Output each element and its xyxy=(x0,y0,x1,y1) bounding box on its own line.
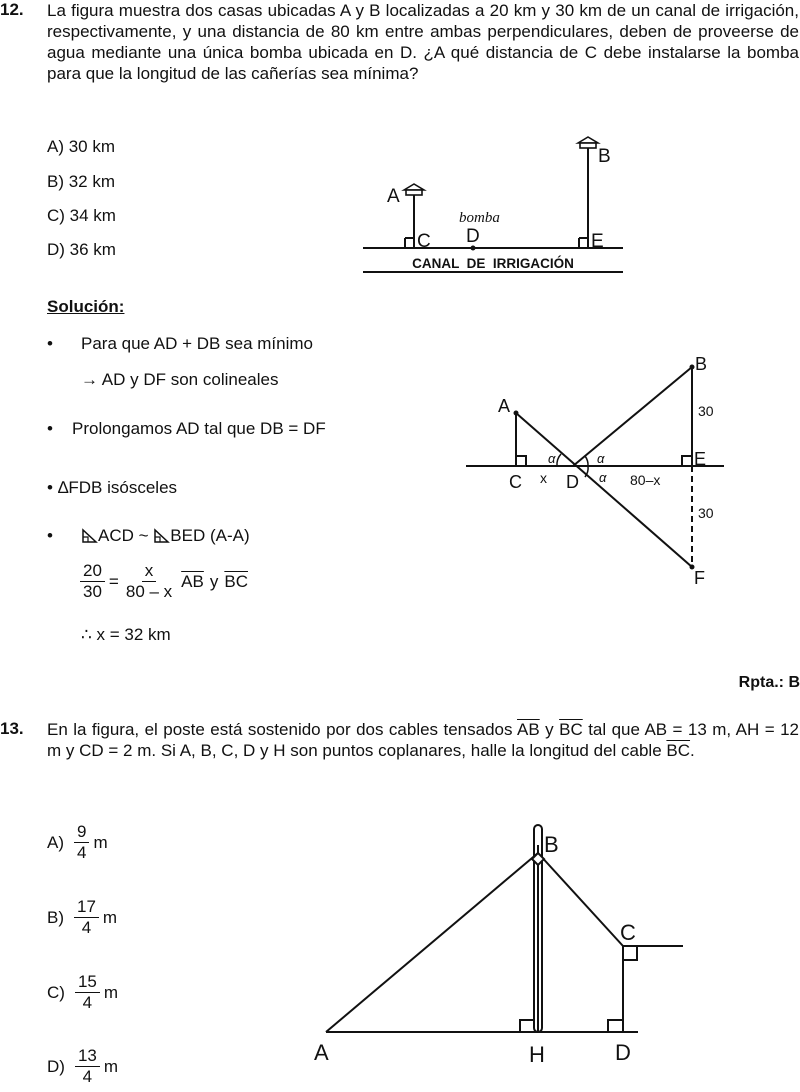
label-h: H xyxy=(529,1042,545,1067)
solution-title: Solución: xyxy=(47,297,125,316)
bullet-4-part2: BED (A-A) xyxy=(170,526,250,545)
label-a: A xyxy=(387,186,400,207)
sol-label-c: C xyxy=(509,472,522,492)
bullet-dot-3: • xyxy=(47,478,53,497)
alpha-3: α xyxy=(599,470,607,485)
bullet-3: ∆FDB isósceles xyxy=(58,478,178,497)
q13-text-mid: tal que AB = 13 m, AH = 12 m y CD = 2 m. Si A, B, C, D y H son puntos coplanares, halle la longitud del cable xyxy=(47,720,799,760)
ratio-den2: 80 – x xyxy=(125,582,173,601)
q13-option-b-num: 17 xyxy=(74,897,99,918)
question-13-text xyxy=(47,719,799,761)
sol-label-f: F xyxy=(694,568,705,588)
q13-option-a xyxy=(47,822,108,863)
bullet-4-part1: ACD ~ xyxy=(98,526,154,545)
q13-option-b-unit: m xyxy=(102,907,118,927)
sol-label-e: E xyxy=(694,449,707,469)
ratio-num2: x xyxy=(142,561,157,582)
label-c: C xyxy=(620,920,636,945)
q13-text-end: . xyxy=(690,741,695,760)
label-c: C xyxy=(417,231,431,252)
label-a: A xyxy=(314,1040,329,1065)
q12-option-c: C) 34 km xyxy=(47,206,116,225)
alpha-2: α xyxy=(597,451,605,466)
ratio-y: y xyxy=(209,571,219,591)
sol-label-30-top: 30 xyxy=(698,403,714,419)
q13-option-b xyxy=(47,897,117,938)
q13-option-c xyxy=(47,972,118,1013)
alpha-1: α xyxy=(548,451,556,466)
sol-label-d: D xyxy=(566,472,579,492)
question-12-number: 12. xyxy=(0,0,24,19)
q13-option-a-unit: m xyxy=(93,832,108,852)
bullet-dot-2: • xyxy=(47,419,53,438)
q13-text-y: y xyxy=(545,720,554,739)
q12-option-d: D) 36 km xyxy=(47,240,116,259)
right-triangle-icon xyxy=(153,528,170,544)
q13-option-a-den: 4 xyxy=(77,843,87,862)
bullet-dot-4: • xyxy=(47,526,53,545)
question-12-text: La figura muestra dos casas ubicadas A y B localizadas a 20 km y 30 km de un canal de irrigación, respectivamente, y una distancia de 80 km entre ambas perpendiculares, deben de proveerse de agua mediante una única bomba ubicada en D. ¿A qué distancia de C debe instalarse la bomba para que la longitud de las cañerías sea mínima? xyxy=(47,1,799,83)
sol-label-x: x xyxy=(540,470,547,486)
answer-label: Rpta.: B xyxy=(738,674,800,691)
ratio-den1: 30 xyxy=(83,582,102,601)
q13-option-a-num: 9 xyxy=(74,822,89,843)
q13-segment-ab: $\overline{AB}$ xyxy=(517,720,540,739)
q13-option-d xyxy=(47,1046,118,1087)
q12-option-a: A) 30 km xyxy=(47,137,116,156)
right-triangle-icon xyxy=(81,528,98,544)
ratio-num1: 20 xyxy=(80,561,105,582)
q13-option-d-den: 4 xyxy=(82,1067,93,1086)
q13-text-pre: En la figura, el poste está sostenido por dos cables tensados xyxy=(47,720,513,739)
q13-option-d-num: 13 xyxy=(75,1046,100,1067)
label-b: B xyxy=(598,146,611,167)
q13-option-c-den: 4 xyxy=(82,993,93,1012)
sol-label-a: A xyxy=(498,396,511,416)
q13-option-c-num: 15 xyxy=(75,972,100,993)
q12-solution-figure xyxy=(460,350,740,595)
question-13-number: 13. xyxy=(0,719,24,738)
bullet-1: Para que AD + DB sea mínimo xyxy=(81,334,313,353)
label-bomba: bomba xyxy=(459,210,500,226)
q13-option-d-unit: m xyxy=(103,1056,119,1076)
q13-pole-figure xyxy=(300,815,700,1077)
q13-segment-bc: $\overline{BC}$ xyxy=(559,720,583,739)
label-b: B xyxy=(544,832,559,857)
bullet-4 xyxy=(81,526,250,546)
q12-canal-figure xyxy=(355,130,635,280)
segment-bc: $\overline{BC}$ xyxy=(224,571,248,591)
label-d: D xyxy=(615,1040,631,1065)
bullet-2: Prolongamos AD tal que DB = DF xyxy=(72,419,326,438)
q13-option-a-letter: A) xyxy=(47,832,64,852)
q12-option-b: B) 32 km xyxy=(47,172,116,191)
q13-segment-bc-2: $\overline{BC}$ xyxy=(666,741,691,760)
ratio-equation: $\frac{20}{30}$ = $\frac{x}{80 - x}$ $\overline{AB}$ y $\overline{BC}$ xyxy=(80,561,248,602)
bullet-dot-1: • xyxy=(47,334,53,353)
house-b-icon xyxy=(578,137,598,148)
q13-option-b-den: 4 xyxy=(81,918,92,937)
q13-option-d-letter: D) xyxy=(47,1056,65,1076)
label-d: D xyxy=(466,226,480,247)
segment-ab: $\overline{AB}$ xyxy=(181,571,204,591)
therefore-line: ∴ x = 32 km xyxy=(81,625,171,644)
house-a-icon xyxy=(404,184,424,195)
sol-label-30-bottom: 30 xyxy=(698,505,714,521)
label-e: E xyxy=(591,231,604,252)
q13-option-b-letter: B) xyxy=(47,907,64,927)
q13-option-c-letter: C) xyxy=(47,982,65,1002)
sol-label-b: B xyxy=(695,354,708,374)
bullet-1b: → AD y DF son colineales xyxy=(81,370,279,389)
label-canal: CANAL DE IRRIGACIÓN xyxy=(412,256,574,271)
q13-option-c-unit: m xyxy=(103,982,119,1002)
sol-label-80x: 80–x xyxy=(630,472,661,488)
